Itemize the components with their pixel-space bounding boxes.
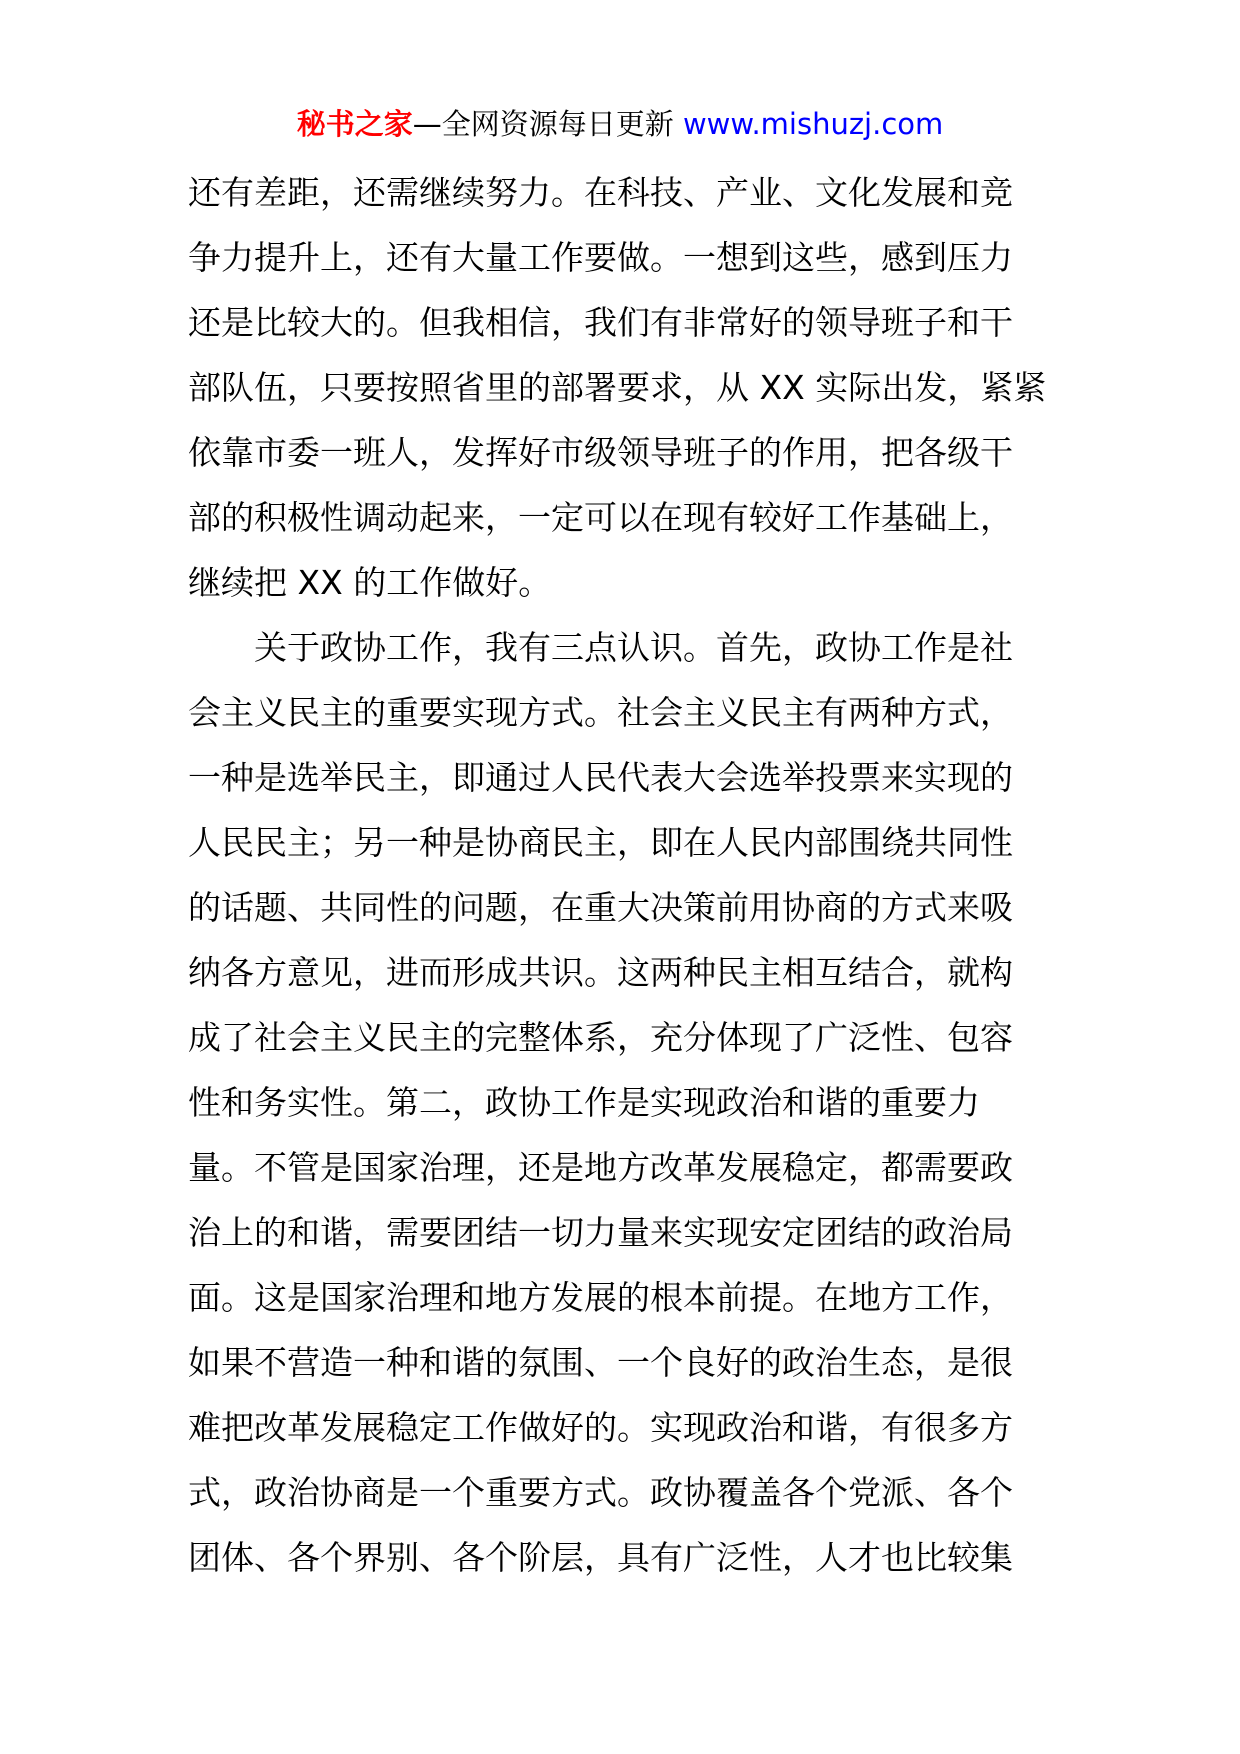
text-line: 人民民主；另一种是协商民主，即在人民内部围绕共同性 xyxy=(188,823,1013,862)
text-line: 部的积极性调动起来，一定可以在现有较好工作基础上， xyxy=(188,498,1013,537)
site-brand: 秘书之家 xyxy=(296,107,413,141)
site-url[interactable]: www.mishuzj.com xyxy=(682,107,944,141)
text-line: 部队伍，只要按照省里的部署要求，从 XX 实际出发，紧紧 xyxy=(188,368,1047,407)
document-body xyxy=(188,171,1056,1601)
text-line: 纳各方意见，进而形成共识。这两种民主相互结合，就构 xyxy=(188,953,1013,992)
text-line: 成了社会主义民主的完整体系，充分体现了广泛性、包容 xyxy=(188,1018,1013,1057)
text-line: 面。这是国家治理和地方发展的根本前提。在地方工作， xyxy=(188,1278,1013,1317)
text-line: 还是比较大的。但我相信，我们有非常好的领导班子和干 xyxy=(188,303,1013,342)
text-line: 性和务实性。第二，政协工作是实现政治和谐的重要力 xyxy=(188,1083,980,1122)
page-header xyxy=(0,104,1240,144)
text-line: 如果不营造一种和谐的氛围、一个良好的政治生态，是很 xyxy=(188,1343,1013,1382)
text-line: 会主义民主的重要实现方式。社会主义民主有两种方式， xyxy=(188,693,1013,732)
text-line: 关于政协工作，我有三点认识。首先，政协工作是社 xyxy=(254,628,1013,667)
text-line: 式，政治协商是一个重要方式。政协覆盖各个党派、各个 xyxy=(188,1473,1013,1512)
text-line: 继续把 XX 的工作做好。 xyxy=(188,563,552,602)
site-tagline: —全网资源每日更新 xyxy=(412,107,674,141)
text-line: 的话题、共同性的问题，在重大决策前用协商的方式来吸 xyxy=(188,888,1013,927)
text-line: 还有差距，还需继续努力。在科技、产业、文化发展和竞 xyxy=(188,173,1013,212)
text-line: 一种是选举民主，即通过人民代表大会选举投票来实现的 xyxy=(188,758,1013,797)
text-line: 量。不管是国家治理，还是地方改革发展稳定，都需要政 xyxy=(188,1148,1013,1187)
text-line: 难把改革发展稳定工作做好的。实现政治和谐，有很多方 xyxy=(188,1408,1013,1447)
text-line: 团体、各个界别、各个阶层，具有广泛性，人才也比较集 xyxy=(188,1538,1013,1577)
text-line: 依靠市委一班人，发挥好市级领导班子的作用，把各级干 xyxy=(188,433,1013,472)
text-line: 治上的和谐，需要团结一切力量来实现安定团结的政治局 xyxy=(188,1213,1013,1252)
text-line: 争力提升上，还有大量工作要做。一想到这些，感到压力 xyxy=(188,238,1013,277)
